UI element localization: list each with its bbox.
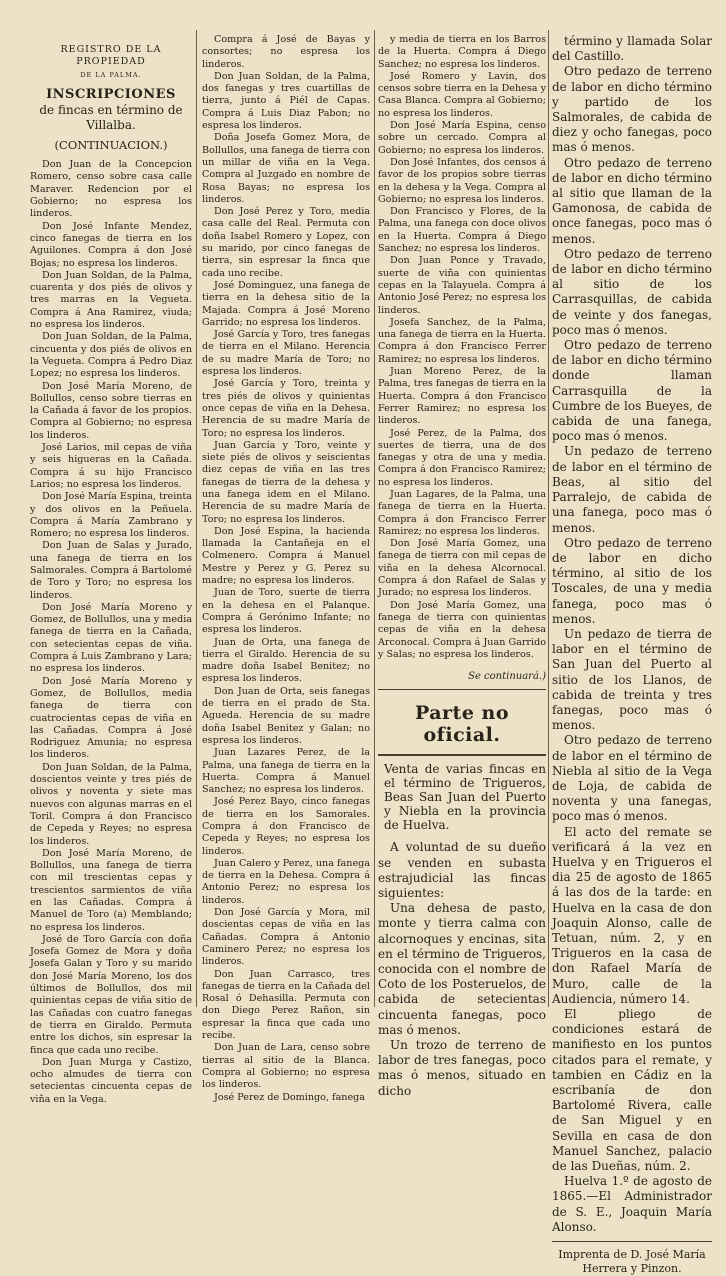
entry-paragraph: Don Juan de Lara, censo sobre tierras al sitio de la Blanca. Compra al Gobierno; no espresa los linderos.	[202, 1042, 370, 1091]
divider	[378, 754, 546, 756]
entry-paragraph: Don José María Moreno y Gomez, de Bollullos, media fanega de tierra con cuatrocientas cepas de viña en las Cañadas. Compra á José Rodriguez Amunia; no espresa los linderos.	[30, 675, 192, 761]
entry-paragraph: Don Juan de Salas y Jurado, una fanega de tierra en los Salmorales. Compra á Bartolomé de Toro y Toro; no espresa los linderos.	[30, 540, 192, 601]
entry-paragraph: y media de tierra en los Barros de la Huerta. Compra á Diego Sanchez; no espresa los linderos.	[378, 34, 546, 70]
column-1-entries	[30, 159, 192, 1106]
divider	[378, 689, 546, 690]
entry-paragraph: Otro pedazo de terreno de labor en dicho término y partido de los Salmorales, de cabida de diez y ocho fanegas, poco mas ó menos.	[552, 64, 712, 155]
entry-paragraph: Don José María Gomez, una fanega de tierra con quinientas cepas de viña en la dehesa Arconocal. Compra á Juan Garrido y Salas; no espresa los linderos.	[378, 599, 546, 660]
column-4-entries	[552, 34, 712, 1235]
entry-paragraph: El acto del remate se verificará á la vez en Huelva y en Trigueros el dia 25 de agosto de 1865 á las dos de la tarde: en Huelva en la casa de don Joaquin Alonso, calle de Tetuan, núm. 2, y en Trigueros en la casa de don Rafael María de Muro, calle de la Audiencia, número 14.	[552, 824, 712, 1006]
entry-paragraph: Juan Calero y Perez, una fanega de tierra en la Dehesa. Compra á Antonio Perez; no espresa los linderos.	[202, 857, 370, 906]
entry-paragraph: Don José Perez y Toro, media casa calle del Real. Permuta con doña Isabel Romero y Lopez, con su marido, por cinco fanegas de tierra, sin espresar la finca que cada uno recibe.	[202, 206, 370, 279]
entry-paragraph: José Perez, de la Palma, dos suertes de tierra, una de dos fanegas y otra de una y media. Compra á don Francisco Ramirez; no espresa los linderos.	[378, 427, 546, 488]
entry-paragraph: Compra á José de Bayas y consortes; no espresa los linderos.	[202, 34, 370, 70]
entry-paragraph: El pliego de condiciones estará de manifiesto en los puntos citados para el remate, y tambien en Cádiz en la escribanía de don Bartolomé Rivera, calle de San Miguel y en Sevilla en casa de don Manuel Sanchez, palacio de las Dueñas, núm. 2.	[552, 1007, 712, 1174]
entry-paragraph: término y llamada Solar del Castillo.	[552, 34, 712, 64]
entry-paragraph: Don Juan de la Concepcion Romero, censo sobre casa calle Maraver. Redencion por el Gobierno; no espresa los linderos.	[30, 159, 192, 220]
column-3-entries	[378, 34, 546, 661]
column-2-entries	[202, 34, 370, 1104]
entry-paragraph: Don José María Gomez, una fanega de tierra con mil cepas de viña en la dehesa Alcornocal. Compra á don Rafael de Salas y Jurado; no espresa los linderos.	[378, 538, 546, 599]
entry-paragraph: José Dominguez, una fanega de tierra en la dehesa sitio de la Majada. Compra á José Moreno Garrido; no espresa los linderos.	[202, 279, 370, 328]
entry-paragraph: Otro pedazo de terreno de labor en el término de Niebla al sitio de la Vega de Loja, de cabida de noventa y una fanegas, poco mas ó menos.	[552, 733, 712, 824]
entry-paragraph: Otro pedazo de terreno de labor en dicho término al sitio que llaman de la Gamonosa, de cabida de once fanegas, poco mas ó menos.	[552, 155, 712, 246]
entry-paragraph: Un pedazo de terreno de labor en el término de Beas, al sitio del Parralejo, de cabida de una fanega, poco mas ó menos.	[552, 444, 712, 535]
entry-paragraph: A voluntad de su dueño se venden en subasta estrajudicial las fincas siguientes:	[378, 840, 546, 901]
entry-paragraph: Un trozo de terreno de labor de tres fanegas, poco mas ó menos, situado en dicho	[378, 1038, 546, 1098]
entry-paragraph: Un pedazo de tierra de labor en el término de San Juan del Puerto al sitio de los Llanos, de cabida de treinta y tres fanegas, poco mas ó menos.	[552, 626, 712, 733]
column-2	[202, 34, 370, 1103]
entry-paragraph: Otro pedazo de terreno de labor en dicho término donde llaman Carrasquilla de la Cumbre de los Bueyes, de cabida de una fanega, poco mas ó menos.	[552, 338, 712, 444]
entry-paragraph: Don Juan Soldan, de la Palma, cincuenta y dos piés de olivos en la Vegueta. Compra á Pedro Diaz Lopez; no espresa los linderos.	[30, 331, 192, 380]
entry-paragraph: Don Francisco y Flores, de la Palma, una fanega con doce olivos en la Huerta. Compra á Diego Sanchez; no espresa los linderos.	[378, 206, 546, 255]
entry-paragraph: Juan García y Toro, veinte y siete piés de olivos y seiscientas diez cepas de viña en las tres fanegas de tierra de la dehesa y una fanega idem en el Milano. Herencia de su madre María de Toro; no espresa los linderos.	[202, 439, 370, 525]
entry-paragraph: Juan Lagares, de la Palma, una fanega de tierra en la Huerta. Compra á don Francisco Ferrer Ramirez; no espresa los linderos.	[378, 488, 546, 537]
entry-paragraph: Juan Moreno Perez, de la Palma, tres fanegas de tierra en la Huerta. Compra á don Francisco Ferrer Ramirez; no espresa los linderos.	[378, 366, 546, 427]
entry-paragraph: Don Juan de Orta, seis fanegas de tierra en el prado de Sta. Agueda. Herencia de su madre doña Isabel Benitez y Galan; no espresa los linderos.	[202, 685, 370, 746]
column-rule	[548, 30, 549, 1007]
entry-paragraph: Don José María Espina, treinta y dos olivos en la Peñuela. Compra á María Zambrano y Romero; no espresa los linderos.	[30, 491, 193, 540]
entry-paragraph: Una dehesa de pasto, monte y tierra calma con alcornoques y encinas, sita en el término de Trigueros, conocida con el nombre de Coto de los Posteruelos, de cabida de setecientas cincuenta fanegas, poco mas ó menos.	[378, 901, 546, 1037]
entry-paragraph: Juan de Toro, suerte de tierra en la dehesa en el Palanque. Compra á Gerónimo Infante; no espresa los linderos.	[202, 587, 370, 636]
column-4	[552, 34, 712, 1276]
entry-paragraph: Don Juan Carrasco, tres fanegas de tierra en la Cañada del Rosal ó Dehasilla. Permuta con don Diego Perez Rañon, sin espresar la finca que cada uno recibe.	[202, 968, 370, 1042]
entry-paragraph: José Romero y Lavin, dos censos sobre tierra en la Dehesa y Casa Blanca. Compra al Gobierno; no espresa los linderos.	[378, 70, 546, 119]
entry-paragraph: Juan Lazares Perez, de la Palma, una fanega de tierra en la Huerta. Compra á Manuel Sanchez; no espresa los linderos.	[202, 747, 370, 796]
entry-paragraph: Don José Infante Mendez, cinco fanegas de tierra en los Aguilones. Compra á don José Bojas; no espresa los linderos.	[30, 220, 192, 269]
entry-paragraph: Don José Infantes, dos censos á favor de los propios sobre tierras en la dehesa y la Vega. Compra al Gobierno; no espresa los linderos.	[378, 156, 546, 205]
entry-paragraph: Josefa Sanchez, de la Palma, una fanega de tierra en la Huerta. Compra á don Francisco Ferrer Ramirez; no espresa los linderos.	[378, 316, 546, 365]
sale-notice-body	[378, 840, 546, 1098]
entry-paragraph: José García y Toro, treinta y tres piés de olivos y quinientas once cepas de viña en la Dehesa. Herencia de su madre María de Toro; no espresa los linderos.	[202, 378, 370, 439]
entry-paragraph: José de Toro García con doña Josefa Gomez de Mora y doña Josefa Galan y Toro y su marido don José María Moreno, los dos últimos de Bollullos, dos mil quinientas cepas de viña sitio de las Cañadas con cuatro fanegas de tierra en Giraldo. Permuta entre los dichos, sin espresar la finca que cada uno recibe.	[30, 933, 192, 1056]
sale-notice-title: Venta de varias fincas en el término de Trigueros, Beas San Juan del Puerto y Niebla en la provincia de Huelva.	[384, 762, 546, 833]
entry-paragraph: José Perez Bayo, cinco fanegas de tierra en los Samorales. Compra á don Francisco de Cepeda y Reyes; no espresa los linderos.	[202, 796, 370, 857]
entry-paragraph: Huelva 1.º de agosto de 1865.—El Administrador de S. E., Joaquin María Alonso.	[552, 1174, 712, 1234]
column-3	[378, 34, 546, 1098]
entry-paragraph: Don José María Moreno, de Bollullos, censo sobre tierras en la Cañada á favor de los propios. Compra al Gobierno; no espresa los linderos.	[30, 380, 192, 441]
column-rule	[374, 30, 375, 1007]
entry-paragraph: Don Juan Soldan, de la Palma, cuarenta y dos piés de olivos y tres marras en la Vegueta. Compra á Ana Ramirez, viuda; no espresa los linderos.	[30, 269, 192, 331]
continued-note: Se continuará.)	[468, 671, 546, 683]
column-rule	[196, 30, 197, 1007]
printer-imprint: Imprenta de D. José María Herrera y Pinzon.	[558, 1248, 706, 1276]
entry-paragraph: Doña Josefa Gomez Mora, de Bollullos, una fanega de tierra con un millar de viña en la Vega. Compra al Juzgado en nombre de Rosa Bayas; no espresa los linderos.	[202, 132, 370, 205]
column-1	[30, 34, 193, 1105]
continuation-label: (CONTINUACION.)	[54, 137, 168, 152]
entry-paragraph: Don Juan Soldan, de la Palma, doscientos veinte y tres piés de olivos y noventa y siete mas nuevos con algunas marras en el Toril. Compra á don Francisco de Cepeda y Reyes; no espresa los linderos.	[30, 761, 192, 847]
entry-paragraph: Don Juan Murga y Castizo, ocho almudes de tierra con setecientas cincuenta cepas de viña en la Vega.	[30, 1056, 192, 1105]
entry-paragraph: Juan de Orta, una fanega de tierra el Giraldo. Herencia de su madre doña Isabel Benitez; no espresa los linderos.	[202, 636, 370, 685]
entry-paragraph: Don José María Moreno, de Bollullos, una fanega de tierra con mil trescientas cepas y trescientos sarmientos de viña en las Cañadas. Compra á Manuel de Toro (a) Memblando; no espresa los linderos.	[30, 847, 192, 933]
entry-paragraph: Don José Espina, la hacienda llamada la Cantañeja en el Colmenero. Compra á Manuel Mestre y Perez y G. Perez su madre; no espresa los linderos.	[202, 525, 370, 587]
entry-paragraph: Don José María Moreno y Gomez, de Bollullos, una y media fanega de tierra en la Cañada, con setecientas cepas de viña. Compra á Luis Zambrano y Lara; no espresa los linderos.	[30, 601, 192, 675]
entry-paragraph: José Larios, mil cepas de viña y seis higueras en la Cañada. Compra á su hijo Francisco Larios; no espresa los linderos.	[30, 442, 192, 490]
entry-paragraph: Don José García y Mora, mil doscientas cepas de viña en las Cañadas. Compra á Antonio Caminero Perez; no espresa los linderos.	[202, 907, 370, 968]
section-subtitle: de fincas en término de Villalba.	[39, 102, 183, 132]
parte-no-oficial-heading: Parte no oficial.	[414, 702, 510, 747]
entry-paragraph: Don Juan Soldan, de la Palma, dos fanegas y tres cuartillas de tierra, junto á Piél de Capas. Compra á Luis Diaz Pabon; no espresa los linderos.	[202, 70, 370, 132]
registro-heading: REGISTRO DE LA PROPIEDAD	[60, 44, 162, 68]
section-title: INSCRIPCIONES	[46, 86, 176, 102]
entry-paragraph: Otro pedazo de terreno de labor en dicho término, al sitio de los Toscales, de una y media fanega, poco mas ó menos.	[552, 535, 712, 626]
entry-paragraph: Otro pedazo de terreno de labor en dicho término al sitio de los Carrasquillas, de cabida de veinte y dos fanegas, poco mas ó menos.	[552, 246, 712, 337]
provincia-subheading: DE LA PALMA.	[80, 70, 142, 79]
divider	[552, 1241, 712, 1242]
entry-paragraph: Don José María Espina, censo sobre un cercado. Compra al Gobierno; no espresa los linderos.	[378, 120, 546, 156]
entry-paragraph: José García y Toro, tres fanegas de tierra en el Milano. Herencia de su madre María de Toro; no espresa los linderos.	[202, 329, 370, 378]
entry-paragraph: Don Juan Ponce y Travado, suerte de viña con quinientas cepas en la Talayuela. Compra á Antonio José Perez; no espresa los linderos.	[378, 255, 546, 316]
entry-paragraph: José Perez de Domingo, fanega	[214, 1091, 366, 1103]
